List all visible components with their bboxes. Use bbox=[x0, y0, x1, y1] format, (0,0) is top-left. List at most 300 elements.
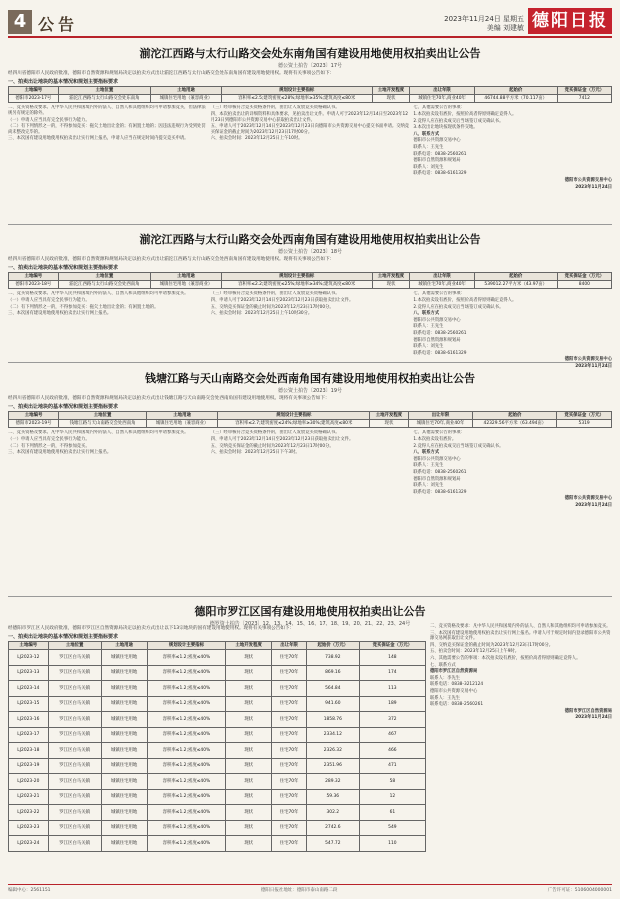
table-row bbox=[9, 712, 426, 728]
paragraph: （二）有下列情形之一的，不得参加竞买：拖欠土地出让金的；有闲置土地的；因违法违规行为受到处罚尚未整改完毕的。 bbox=[8, 124, 206, 135]
table-cell: 住宅70年 bbox=[272, 665, 307, 681]
paragraph: 德阳市自然资源和规划局 bbox=[413, 158, 461, 164]
table-cell: 372 bbox=[359, 712, 425, 728]
paragraph: 二、竞买资格及要求：凡中华人民共和国境内外的法人、自然人和其他组织均可申请参加竞买。 bbox=[430, 624, 611, 629]
table-cell: 现状 bbox=[226, 650, 272, 666]
col-header: 土地开发程度 bbox=[226, 642, 272, 650]
col-header: 起始价 bbox=[474, 273, 557, 281]
table-row bbox=[9, 681, 426, 697]
table-cell: 住宅70年 bbox=[272, 789, 307, 805]
col-header: 土地开发程度 bbox=[370, 412, 408, 420]
table-row bbox=[9, 696, 426, 712]
paragraph: （一）申请人应当具有完全民事行为能力。 bbox=[8, 437, 90, 442]
newspaper-logo: 德阳日报 bbox=[528, 8, 612, 34]
paragraph: （三）经审核符合竞买资格条件的，由出让人发放竞买资格确认书。 bbox=[210, 430, 340, 436]
paragraph: 三、本次国有建设用地使用权拍卖出让实行网上报名，申请人应当在规定时间内提交竞买申请。 bbox=[8, 136, 189, 142]
table-row bbox=[9, 650, 426, 666]
table-cell: 湔沱江西路与太行山路交会处东南角 bbox=[58, 95, 150, 103]
paragraph: （一）申请人应当具有完全民事行为能力。 bbox=[8, 117, 90, 123]
notice-doc-number: 德罗资土拍告〔2023〕12、13、14、15、16、17、18、19、20、21、22、23、24号 bbox=[209, 621, 411, 627]
table-cell: 容积率≤1.2;密度≤40% bbox=[147, 789, 225, 805]
table-cell: 现状 bbox=[226, 836, 272, 852]
table-cell: 现状 bbox=[226, 696, 272, 712]
notice-intro: 经四川省德阳市人民政府批准，德阳市自然资源和规划局决定以拍卖方式出让钱塘江路与天山南路交会处西南角国有建设用地使用权。现将有关事项公告如下： bbox=[8, 396, 330, 401]
table-cell: LJ2023-18 bbox=[9, 743, 49, 759]
table-cell: 城镇住宅用地 bbox=[101, 774, 147, 790]
table-row bbox=[9, 281, 612, 289]
table-cell: 城镇住宅用地 bbox=[101, 665, 147, 681]
paragraph: 德阳市自然资源和规划局 bbox=[413, 476, 461, 482]
notice-intro: 经德阳市罗江区人民政府批准，德阳市罗江区自然资源局决定以拍卖方式出让以下13宗地块的国有建设用地使用权。现将有关事项公告如下： bbox=[8, 626, 295, 631]
body-column bbox=[413, 105, 612, 191]
paragraph: （三）经审核符合竞买资格条件的，由出让人发放竞买资格确认书。 bbox=[210, 291, 340, 297]
section-heading: 一、拍卖出让地块的基本情况和规划主要指标要求 bbox=[8, 634, 119, 640]
table-cell: 容积率≤1.2;密度≤40% bbox=[147, 681, 225, 697]
paragraph: 联系人：王先生 bbox=[413, 324, 444, 330]
table-cell: 现状 bbox=[226, 712, 272, 728]
notice-doc-number: 德公资土拍告〔2023〕18号 bbox=[277, 249, 343, 255]
table-cell: 941.60 bbox=[306, 696, 359, 712]
col-header: 竞买保证金（万元） bbox=[359, 642, 425, 650]
signature-date: 2023年11月24日 bbox=[575, 502, 613, 508]
table-cell: 现状 bbox=[372, 95, 410, 103]
paragraph: 3.本次出让地块按现状条件交地。 bbox=[413, 125, 478, 131]
col-header: 土地编号 bbox=[9, 412, 59, 420]
paragraph: 联系人：李先生 bbox=[430, 675, 461, 681]
paragraph: 2.竞得人应在拍卖成交后当场签订成交确认书。 bbox=[413, 304, 504, 310]
editor-line: 美编 刘建敏 bbox=[486, 24, 524, 32]
signature: 德阳市公共资源交易中心 bbox=[564, 496, 613, 502]
table-cell: 钱塘江路与天山南路交会处西南角 bbox=[59, 420, 147, 428]
table-cell: 城镇住宅70年,商业40年 bbox=[410, 95, 474, 103]
paragraph: 三、本次国有建设用地使用权拍卖出让实行网上报名。 bbox=[8, 450, 112, 456]
table-cell: LJ2023-13 bbox=[9, 665, 49, 681]
col-header: 起始价 bbox=[473, 412, 557, 420]
notice-body bbox=[8, 430, 612, 509]
table-row bbox=[9, 95, 612, 103]
body-column bbox=[211, 105, 410, 191]
table-cell: 城镇住宅70年,商业40年 bbox=[410, 281, 474, 289]
table-cell: 住宅70年 bbox=[272, 805, 307, 821]
table-cell: 容积率≤1.2;密度≤40% bbox=[147, 665, 225, 681]
body-column bbox=[413, 291, 612, 370]
table-cell: 471 bbox=[359, 758, 425, 774]
table-cell: 容积率≤1.2;密度≤40% bbox=[147, 805, 225, 821]
paragraph: 七、其他需要公告的事项： bbox=[413, 291, 465, 297]
table-header-row bbox=[9, 87, 612, 95]
paragraph: 联系电话：0838-6161329 bbox=[413, 350, 467, 356]
table-cell: 869.16 bbox=[306, 665, 359, 681]
paragraph: 三、本次国有建设用地使用权拍卖出让实行网上报名。 bbox=[8, 311, 112, 317]
table-cell: 61 bbox=[359, 805, 425, 821]
paragraph: 联系电话：0838-2560261 bbox=[413, 469, 467, 475]
table-row bbox=[9, 727, 426, 743]
col-header: 土地编号 bbox=[9, 642, 49, 650]
table-cell: 189 bbox=[359, 696, 425, 712]
col-header: 规划设计主要指标 bbox=[147, 642, 225, 650]
table-row bbox=[9, 774, 426, 790]
table-cell: 城镇住宅用地 bbox=[101, 681, 147, 697]
table-cell: 罗江区白马关镇 bbox=[48, 805, 101, 821]
paragraph: 二、竞买资格及要求。凡中华人民共和国境内外的法人、自然人和其他组织均可申请参加竞买。 bbox=[8, 291, 189, 297]
table-cell: 城镇住宅用地 bbox=[101, 836, 147, 852]
paragraph: 联系电话：0838-2560261 bbox=[413, 151, 467, 157]
table-cell: 8400 bbox=[557, 281, 611, 289]
paragraph: 四、交纳竞买保证金的截止时间为2023年12月23日17时00分。 bbox=[430, 642, 554, 648]
table-row bbox=[9, 665, 426, 681]
paragraph: 联系电话：0838-6161329 bbox=[413, 489, 467, 495]
paragraph: 联系电话：0838-2560261 bbox=[430, 702, 484, 708]
table-cell: 城镇住宅用地 bbox=[101, 820, 147, 836]
table-cell: 现状 bbox=[226, 820, 272, 836]
table-cell: 容积率≤1.2;密度≤40% bbox=[147, 774, 225, 790]
table-cell: 城镇住宅用地 bbox=[101, 743, 147, 759]
table-cell: 容积率≤1.2;密度≤40% bbox=[147, 696, 225, 712]
col-header: 规划设计主要指标 bbox=[218, 412, 370, 420]
footer-left: 编辑中心：2561151 bbox=[8, 888, 51, 893]
notice-4-table-area bbox=[8, 624, 426, 852]
paragraph: 五、拍卖会时间：2023年12月25日上午9时。 bbox=[430, 649, 520, 655]
table-cell: 城镇住宅用地 bbox=[101, 696, 147, 712]
table-cell: LJ2023-12 bbox=[9, 650, 49, 666]
table-row bbox=[9, 743, 426, 759]
table-cell: 城镇住宅用地 bbox=[101, 650, 147, 666]
table-cell: 2742.6 bbox=[306, 820, 359, 836]
table-cell: 德阳市2023-18号 bbox=[9, 281, 59, 289]
issue-date: 2023年11月24日 星期五 bbox=[444, 15, 524, 23]
table-cell: LJ2023-15 bbox=[9, 696, 49, 712]
page-footer bbox=[8, 884, 612, 893]
col-header: 土地用途 bbox=[151, 273, 222, 281]
table-cell: 湔沱江西路与太行山路交会处西南角 bbox=[58, 281, 150, 289]
paragraph: 联系人：刘先生 bbox=[413, 164, 444, 170]
table-cell: 容积率≤1.2;密度≤40% bbox=[147, 712, 225, 728]
table-cell: 现状 bbox=[226, 789, 272, 805]
table-cell: 现状 bbox=[226, 758, 272, 774]
paragraph: 德阳市自然资源和规划局 bbox=[413, 337, 461, 343]
paragraph: 六、拍卖会时间：2023年12月25日下午3时。 bbox=[210, 450, 300, 456]
paragraph: 六、拍卖会时间：2023年12月25日上午10时。 bbox=[210, 136, 303, 142]
table-cell: LJ2023-19 bbox=[9, 758, 49, 774]
col-header: 出让年限 bbox=[410, 87, 474, 95]
table-cell: 罗江区白马关镇 bbox=[48, 789, 101, 805]
table-cell: 174 bbox=[359, 665, 425, 681]
table-cell: 容积率≤1.2;密度≤40% bbox=[147, 836, 225, 852]
notice-title: 湔沱江西路与太行山路交会处西南角国有建设用地使用权拍卖出让公告 bbox=[139, 233, 481, 246]
table-row bbox=[9, 820, 426, 836]
table-cell: 59.36 bbox=[306, 789, 359, 805]
table-cell: LJ2023-20 bbox=[9, 774, 49, 790]
table-cell: 住宅70年 bbox=[272, 727, 307, 743]
paragraph: 1.本次拍卖设有底价。 bbox=[413, 437, 457, 442]
table-cell: 467 bbox=[359, 727, 425, 743]
table-cell: 城镇住宅用地（兼容商业） bbox=[151, 281, 222, 289]
table-cell: 547.72 bbox=[306, 836, 359, 852]
table-row bbox=[9, 805, 426, 821]
table-cell: 罗江区白马关镇 bbox=[48, 650, 101, 666]
date-line bbox=[384, 15, 524, 33]
paragraph: 五、申请人可于2023年12月14日至2023年12月23日向德阳市公共资源交易中心提交书面申请。交纳竞买保证金的截止时间为2023年12月23日17时00分。 bbox=[210, 124, 410, 135]
table-cell: 容积率≤2.2;建筑密度≤25%;绿地率≥34%;建筑高度≤80米 bbox=[221, 281, 372, 289]
table-cell: 住宅70年 bbox=[272, 696, 307, 712]
col-header: 土地位置 bbox=[59, 412, 147, 420]
table-cell: 住宅70年 bbox=[272, 820, 307, 836]
paragraph: 2.竞得人应在拍卖成交后当场签订成交确认书。 bbox=[413, 443, 504, 449]
table-cell: 罗江区白马关镇 bbox=[48, 743, 101, 759]
table-row bbox=[9, 789, 426, 805]
paragraph: 联系人：王先生 bbox=[430, 695, 461, 701]
table-cell: 2351.96 bbox=[306, 758, 359, 774]
table-cell: 罗江区白马关镇 bbox=[48, 774, 101, 790]
footer-right: 广告许可证：5106004000001 bbox=[547, 888, 612, 893]
masthead bbox=[8, 8, 612, 38]
paragraph: 四、申请人可于2023年12月14日至2023年12月23日获取拍卖出让文件。 bbox=[210, 298, 354, 303]
table-cell: 罗江区白马关镇 bbox=[48, 727, 101, 743]
table-cell: 539012.27平方米（43.97亩） bbox=[474, 281, 557, 289]
table-cell: 738.92 bbox=[306, 650, 359, 666]
table-cell: 现状 bbox=[226, 681, 272, 697]
body-column bbox=[211, 291, 410, 370]
col-header: 规划设计主要指标 bbox=[221, 273, 372, 281]
paragraph: 七、其他需要公告的事项： bbox=[413, 105, 465, 111]
table-cell: 58 bbox=[359, 774, 425, 790]
table-cell: 城镇住宅用地 bbox=[101, 758, 147, 774]
table-cell: 1858.76 bbox=[306, 712, 359, 728]
paragraph: 五、交纳竞买保证金的截止时间为2023年12月23日17时00分。 bbox=[210, 443, 334, 449]
paragraph: 联系电话：0838-3212124 bbox=[430, 682, 484, 688]
table-cell: 46744.88平方米（70.117亩） bbox=[474, 95, 557, 103]
table-cell: 7412 bbox=[557, 95, 611, 103]
paragraph: 四、申请人可于2023年12月14日至2023年12月23日获取拍卖出让文件。 bbox=[210, 437, 354, 442]
section-heading: 一、拍卖出让地块的基本情况和规划主要指标要求 bbox=[8, 79, 119, 85]
notice-intro: 经四川省德阳市人民政府批准，德阳市自然资源和规划局决定以拍卖方式出让湔沱江西路与太行山路交会处东南角国有建设用地使用权。现将有关事项公告如下： bbox=[8, 71, 335, 76]
table-cell: 城镇住宅用地（兼容商业） bbox=[151, 95, 222, 103]
table-cell: 住宅70年 bbox=[272, 774, 307, 790]
table-cell: 容积率≤1.2;密度≤40% bbox=[147, 758, 225, 774]
paragraph: 联系人：王先生 bbox=[413, 144, 444, 150]
paragraph: （二）有下列情形之一的，不得参加竞买：拖欠土地出让金的；有闲置土地的。 bbox=[8, 304, 159, 310]
table-cell: 42329.56平方米（63.494亩） bbox=[473, 420, 557, 428]
col-header: 起始价（万元） bbox=[306, 642, 359, 650]
paragraph: 七、联系方式 bbox=[430, 662, 456, 668]
paragraph: 德阳市公共资源交易中心 bbox=[413, 138, 461, 144]
table-cell: 住宅70年 bbox=[272, 836, 307, 852]
paragraph: 联系电话：0838-2560261 bbox=[413, 330, 467, 336]
table-header-row bbox=[9, 273, 612, 281]
table-cell: LJ2023-14 bbox=[9, 681, 49, 697]
signature-date: 2023年11月24日 bbox=[575, 363, 613, 369]
paragraph: 八、联系方式 bbox=[413, 131, 440, 137]
paragraph: 德阳市公共资源交易中心 bbox=[430, 688, 478, 694]
section-title: 公告 bbox=[38, 15, 79, 34]
table-cell: 2326.32 bbox=[306, 743, 359, 759]
table-cell: 现状 bbox=[372, 281, 410, 289]
section-number: 4 bbox=[8, 10, 32, 34]
table-cell: 罗江区白马关镇 bbox=[48, 820, 101, 836]
paragraph: 联系人：王先生 bbox=[413, 463, 444, 469]
notice-title: 钱塘江路与天山南路交会处西南角国有建设用地使用权拍卖出让公告 bbox=[145, 372, 475, 385]
col-header: 土地开发程度 bbox=[372, 87, 410, 95]
table-cell: 现状 bbox=[226, 727, 272, 743]
table-cell: 城镇住宅用地 bbox=[101, 805, 147, 821]
table-cell: 容积率≤1.2;密度≤40% bbox=[147, 743, 225, 759]
table-cell: 2334.12 bbox=[306, 727, 359, 743]
table-cell: 5319 bbox=[557, 420, 612, 428]
signature: 德阳市罗江区自然资源局 bbox=[564, 708, 612, 714]
table-cell: 城镇住宅用地（兼容商业） bbox=[146, 420, 217, 428]
paragraph: 八、联系方式 bbox=[413, 450, 440, 456]
table-cell: 德阳市2023-17号 bbox=[9, 95, 59, 103]
notice-title: 湔沱江西路与太行山路交会处东南角国有建设用地使用权拍卖出让公告 bbox=[139, 47, 481, 60]
table-row bbox=[9, 420, 612, 428]
notice-3 bbox=[8, 367, 612, 597]
table-cell: 罗江区白马关镇 bbox=[48, 665, 101, 681]
paragraph: 四、本次拍卖出让的详细资料和具体要求，见拍卖出让文件。申请人可于2023年12月14日至2023年12月23日到德阳市公共资源交易中心获取拍卖出让文件。 bbox=[210, 112, 408, 123]
table-cell: 容积率≤2.7;建筑密度≤24%;绿地率≥30%;建筑高度≤80米 bbox=[218, 420, 370, 428]
table-cell: 城镇住宅70年,商业40年 bbox=[408, 420, 473, 428]
table-cell: 容积率≤1.2;密度≤40% bbox=[147, 650, 225, 666]
paragraph: 德阳市公共资源交易中心 bbox=[413, 456, 461, 462]
notice-1 bbox=[8, 42, 612, 225]
table-cell: 住宅70年 bbox=[272, 650, 307, 666]
table-cell: 罗江区白马关镇 bbox=[48, 681, 101, 697]
notice-2 bbox=[8, 228, 613, 369]
col-header: 竞买保证金（万元） bbox=[557, 273, 611, 281]
col-header: 竞买保证金（万元） bbox=[557, 412, 612, 420]
table-cell: LJ2023-21 bbox=[9, 789, 49, 805]
table-row bbox=[9, 836, 426, 852]
parcel-table bbox=[8, 411, 612, 428]
notice-title: 德阳市罗江区国有建设用地使用权拍卖出让公告 bbox=[194, 605, 426, 618]
table-cell: 466 bbox=[359, 743, 425, 759]
table-cell: 113 bbox=[359, 681, 425, 697]
table-cell: 564.84 bbox=[306, 681, 359, 697]
col-header: 土地用途 bbox=[101, 642, 147, 650]
notice-body bbox=[8, 291, 612, 370]
signature-date: 2023年11月24日 bbox=[575, 184, 613, 190]
paragraph: 六、拍卖会时间：2023年12月25日上午10时30分。 bbox=[210, 311, 313, 317]
table-cell: LJ2023-22 bbox=[9, 805, 49, 821]
table-row bbox=[9, 758, 426, 774]
table-cell: 现状 bbox=[370, 420, 408, 428]
table-cell: 现状 bbox=[226, 665, 272, 681]
paragraph: 三、本次国有建设用地使用权拍卖出让实行网上报名。申请人可于规定时间内登录德阳市公共资源交易网获取出让文件。 bbox=[430, 630, 611, 642]
col-header: 土地位置 bbox=[48, 642, 101, 650]
col-header: 规划设计主要指标 bbox=[221, 87, 372, 95]
table-cell: LJ2023-23 bbox=[9, 820, 49, 836]
table-cell: 住宅70年 bbox=[272, 712, 307, 728]
table-cell: LJ2023-24 bbox=[9, 836, 49, 852]
table-cell: LJ2023-17 bbox=[9, 727, 49, 743]
col-header: 出让年限 bbox=[410, 273, 474, 281]
paragraph: 六、其他需要公告的事项：本次拍卖设有底价，按照价高者得原则确定竞得人。 bbox=[430, 655, 581, 661]
footer-mid: 德阳日报社地址：德阳市泰山南路二段 bbox=[260, 888, 338, 893]
table-cell: 289.32 bbox=[306, 774, 359, 790]
table-cell: 罗江区白马关镇 bbox=[48, 758, 101, 774]
body-column bbox=[8, 291, 207, 370]
table-cell: 容积率≤1.2;密度≤40% bbox=[147, 727, 225, 743]
table-header-row bbox=[9, 642, 426, 650]
section-heading: 一、拍卖出让地块的基本情况和规划主要指标要求 bbox=[8, 265, 119, 271]
col-header: 土地用途 bbox=[151, 87, 222, 95]
table-cell: 住宅70年 bbox=[272, 743, 307, 759]
paragraph: （二）有下列情形之一的，不得参加竞买。 bbox=[8, 443, 90, 449]
body-column bbox=[8, 430, 207, 509]
paragraph: （三）经审核符合竞买资格条件的，由出让人发放竞买资格确认书。 bbox=[210, 105, 340, 111]
col-header: 土地开发程度 bbox=[372, 273, 410, 281]
paragraph: 德阳市罗江区自然资源局 bbox=[430, 669, 478, 675]
paragraph: 二、竞买资格及要求。凡中华人民共和国境内外的法人、自然人和其他组织均可申请参加竞买，但法律法规另有规定的除外。 bbox=[8, 105, 206, 116]
paragraph: 七、其他需要公告的事项： bbox=[413, 430, 465, 436]
table-cell: 城镇住宅用地 bbox=[101, 727, 147, 743]
paragraph: 1.本次拍卖设有底价，按照价高者得原则确定竞得人。 bbox=[413, 298, 517, 303]
body-column bbox=[211, 430, 410, 509]
table-cell: 容积率≤1.2;密度≤40% bbox=[147, 820, 225, 836]
col-header: 土地编号 bbox=[9, 273, 59, 281]
section-heading: 一、拍卖出让地块的基本情况和规划主要指标要求 bbox=[8, 404, 119, 410]
paragraph: 二、竞买资格及要求。凡中华人民共和国境内外的法人、自然人和其他组织均可申请参加竞买。 bbox=[8, 430, 189, 436]
table-cell: 住宅70年 bbox=[272, 758, 307, 774]
body-column bbox=[413, 430, 612, 509]
table-cell: 110 bbox=[359, 836, 425, 852]
paragraph: 八、联系方式 bbox=[413, 311, 440, 317]
notice-4 bbox=[8, 600, 612, 846]
paragraph: 联系人：刘先生 bbox=[413, 483, 444, 489]
notice-body bbox=[8, 105, 612, 191]
col-header: 出让年限 bbox=[272, 642, 307, 650]
table-cell: 罗江区白马关镇 bbox=[48, 696, 101, 712]
notice-doc-number: 德公资土拍告〔2023〕17号 bbox=[277, 63, 343, 69]
signature-date: 2023年11月24日 bbox=[575, 715, 612, 721]
paragraph: 五、交纳竞买保证金的截止时间为2023年12月23日17时00分。 bbox=[210, 304, 334, 310]
paragraph: 德阳市公共资源交易中心 bbox=[413, 317, 461, 323]
notice-4-text bbox=[430, 624, 612, 722]
table-cell: 德阳市2023-19号 bbox=[9, 420, 59, 428]
table-cell: LJ2023-16 bbox=[9, 712, 49, 728]
paragraph: 1.本次拍卖设有底价，按照价高者得原则确定竞得人。 bbox=[413, 112, 517, 117]
col-header: 土地编号 bbox=[9, 87, 59, 95]
col-header: 土地位置 bbox=[58, 87, 150, 95]
table-cell: 现状 bbox=[226, 805, 272, 821]
notice-doc-number: 德公资土拍告〔2023〕19号 bbox=[277, 388, 343, 394]
paragraph: 联系电话：0838-6161329 bbox=[413, 171, 467, 177]
col-header: 土地位置 bbox=[58, 273, 150, 281]
paragraph: （一）申请人应当具有完全民事行为能力。 bbox=[8, 298, 90, 303]
col-header: 起始价 bbox=[474, 87, 557, 95]
table-cell: 城镇住宅用地 bbox=[101, 712, 147, 728]
parcel-table bbox=[8, 86, 612, 103]
table-cell: 549 bbox=[359, 820, 425, 836]
col-header: 土地用途 bbox=[146, 412, 217, 420]
parcel-table bbox=[8, 272, 612, 289]
table-cell: 148 bbox=[359, 650, 425, 666]
table-cell: 罗江区白马关镇 bbox=[48, 836, 101, 852]
table-header-row bbox=[9, 412, 612, 420]
signature: 德阳市公共资源交易中心 bbox=[564, 357, 613, 363]
col-header: 出让年限 bbox=[408, 412, 473, 420]
paragraph: 联系人：刘先生 bbox=[413, 344, 444, 350]
table-cell: 12 bbox=[359, 789, 425, 805]
signature: 德阳市公共资源交易中心 bbox=[564, 177, 613, 183]
table-cell: 罗江区白马关镇 bbox=[48, 712, 101, 728]
table-cell: 容积率≤2.5;建筑密度≤28%;绿地率≥35%;建筑高度≤80米 bbox=[221, 95, 372, 103]
table-cell: 302.2 bbox=[306, 805, 359, 821]
parcel-table bbox=[8, 641, 426, 852]
body-column bbox=[8, 105, 207, 191]
table-cell: 住宅70年 bbox=[272, 681, 307, 697]
paragraph: 2.竞得人应在拍卖成交后当场签订成交确认书。 bbox=[413, 118, 504, 124]
table-cell: 现状 bbox=[226, 743, 272, 759]
